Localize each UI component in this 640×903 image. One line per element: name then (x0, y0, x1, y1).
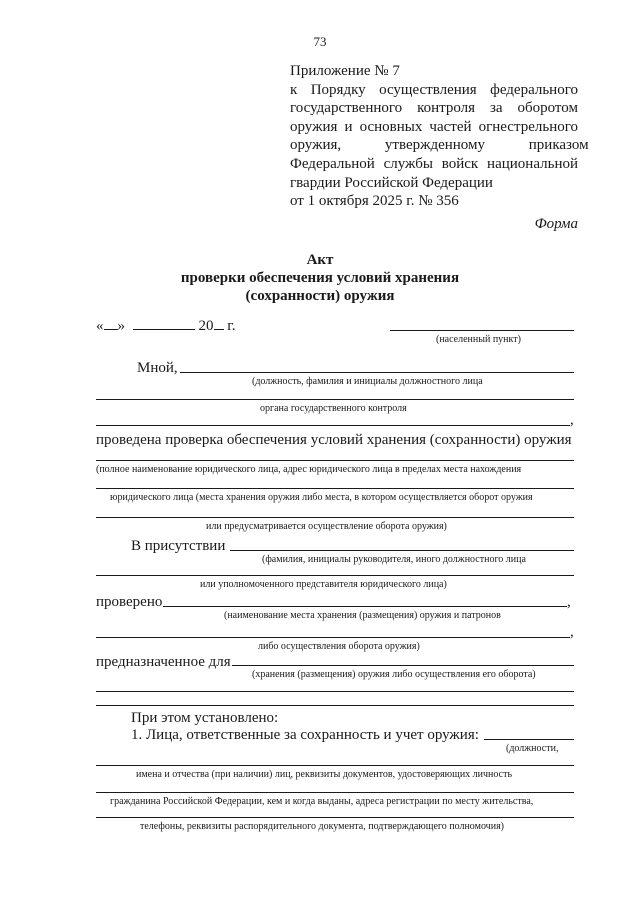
checked-hint-2: либо осуществления оборота оружия) (258, 641, 420, 652)
checked-label: проверено (96, 594, 163, 610)
authority-hint: органа государственного контроля (260, 403, 407, 414)
date-quote-close: » (117, 318, 125, 334)
responsible-hint-b: имена и отчества (при наличии) лиц, реквизиты документов, удостоверяющих личность (136, 769, 513, 780)
official-field[interactable] (180, 372, 574, 373)
by-me-label: Мной, (137, 360, 178, 376)
entity-hint-2: юридического лица (места хранения оружия либо места, в котором осуществляется оборот оружия (110, 492, 533, 503)
responsible-field[interactable] (484, 739, 574, 740)
presence-label: В присутствии (131, 538, 226, 554)
appendix-line: Федеральной службы войск национальной (290, 155, 578, 172)
comma: , (567, 594, 571, 610)
place-field[interactable] (390, 330, 574, 331)
act-subtitle-1: проверки обеспечения условий хранения (180, 270, 460, 286)
official-field-2[interactable] (96, 399, 574, 400)
appendix-line: государственного контроля за оборотом (290, 100, 578, 117)
responsible-hint-a: (должности, (506, 743, 559, 754)
date-quote-open: « (96, 318, 104, 334)
place-hint: (населенный пункт) (436, 334, 521, 345)
act-title: Акт (306, 252, 334, 268)
official-field-3[interactable] (96, 425, 570, 426)
intended-label: предназначенное для (96, 654, 231, 670)
form-label: Форма (534, 216, 578, 232)
official-hint: (должность, фамилия и инициалы должностного лица (252, 376, 483, 387)
comma: , (570, 412, 574, 428)
entity-field-1[interactable] (96, 460, 574, 461)
year-prefix: 20 (198, 318, 214, 334)
year-field[interactable] (214, 329, 224, 330)
comma: , (570, 624, 574, 640)
appendix-line: Приложение № 7 (290, 63, 400, 79)
intended-hint: (хранения (размещения) оружия либо осуществления его оборота) (252, 669, 536, 680)
responsible-hint-c: гражданина Российской Федерации, кем и когда выданы, адреса регистрации по месту жительства, (110, 796, 534, 807)
appendix-line: к Порядку осуществления федерального (290, 81, 578, 98)
responsible-item: 1. Лица, ответственные за сохранность и учет оружия: (131, 727, 479, 743)
responsible-field-4[interactable] (96, 817, 574, 818)
date-row (96, 318, 235, 335)
checked-field[interactable] (163, 606, 567, 607)
entity-hint-3: или предусматривается осуществление оборота оружия) (206, 521, 447, 532)
inspection-text: проведена проверка обеспечения условий хранения (сохранности) оружия (96, 432, 572, 448)
entity-hint-1: (полное наименование юридического лица, адрес юридического лица в пределах места нахождения (96, 464, 522, 475)
intended-field-3[interactable] (96, 705, 574, 706)
act-subtitle-2: (сохранности) оружия (245, 288, 395, 304)
presence-hint-1: (фамилия, инициалы руководителя, иного должностного лица (262, 554, 526, 565)
appendix-block (290, 62, 589, 211)
intended-field-2[interactable] (96, 691, 574, 692)
month-field[interactable] (133, 329, 195, 330)
responsible-field-3[interactable] (96, 792, 574, 793)
appendix-line: от 1 октября 2025 г. № 356 (290, 193, 459, 210)
appendix-line: оружия, утвержденному приказом (290, 137, 589, 154)
appendix-line: оружия и основных частей огнестрельного (290, 118, 578, 135)
page-number: 73 (313, 34, 327, 49)
presence-field[interactable] (230, 550, 574, 551)
day-field[interactable] (104, 329, 118, 330)
responsible-hint-d: телефоны, реквизиты распорядительного документа, подтверждающего полномочия) (140, 821, 504, 832)
intended-field[interactable] (232, 665, 574, 666)
year-suffix: г. (227, 318, 236, 334)
presence-hint-2: или уполномоченного представителя юридического лица) (200, 579, 447, 590)
presence-field-2[interactable] (96, 575, 574, 576)
established-label: При этом установлено: (131, 710, 279, 726)
checked-hint-1: (наименование места хранения (размещения) оружия и патронов (224, 610, 501, 621)
responsible-field-2[interactable] (96, 765, 574, 766)
entity-field-2[interactable] (96, 488, 574, 489)
checked-field-2[interactable] (96, 637, 570, 638)
entity-field-3[interactable] (96, 517, 574, 518)
appendix-line: гвардии Российской Федерации (290, 174, 493, 191)
